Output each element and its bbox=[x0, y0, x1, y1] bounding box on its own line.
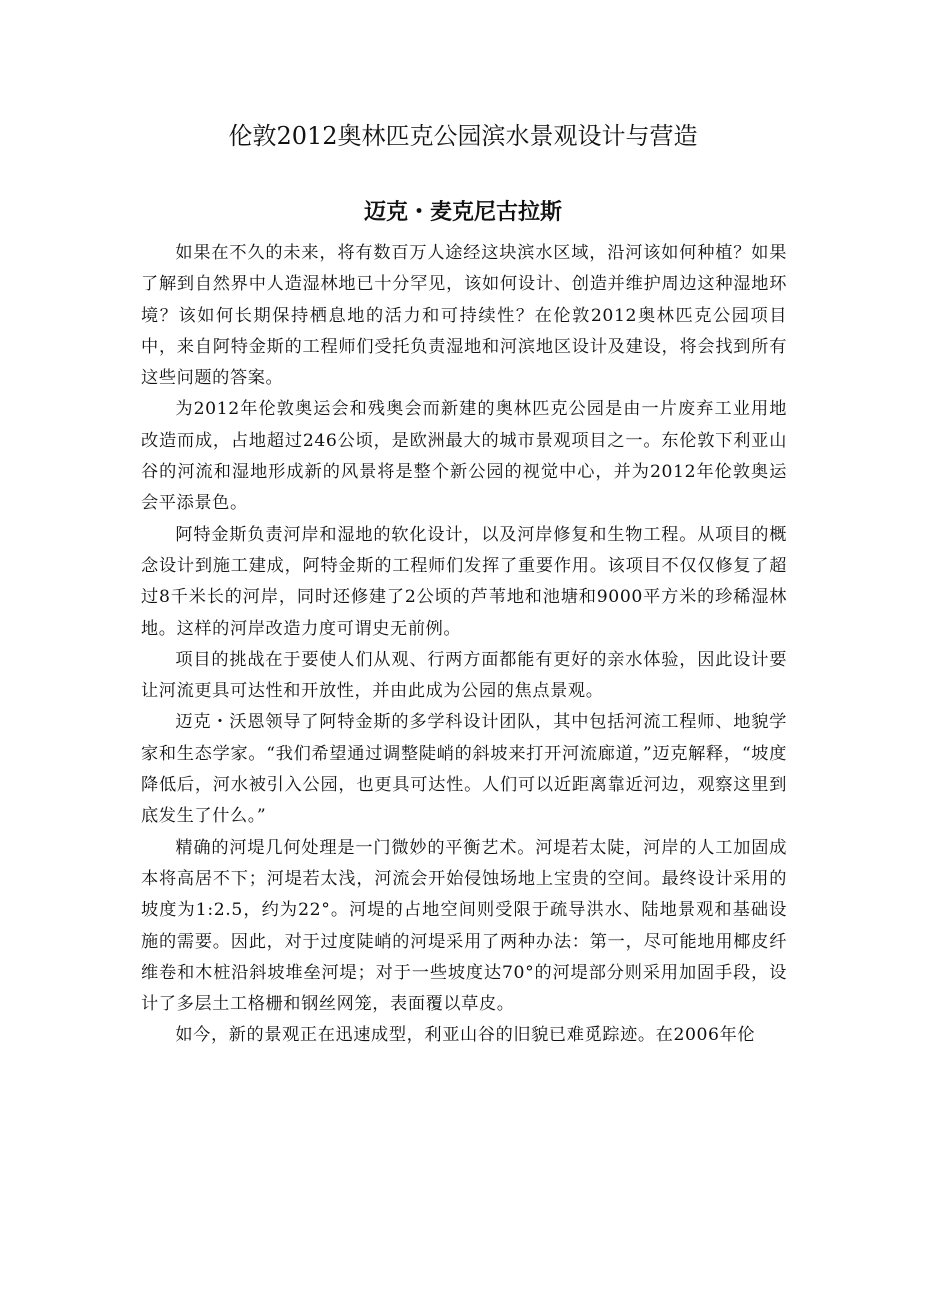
author-name: 迈克・麦克尼古拉斯 bbox=[363, 199, 562, 225]
paragraph-2: 为2012年伦敦奥运会和残奥会而新建的奥林匹克公园是由一片废弃工业用地改造而成，占地超过246公顷，是欧洲最大的城市景观项目之一。东伦敦下利亚山谷的河流和湿地形成新的风景将是整个新公园的视觉中心，并为2012年伦敦奥运会平添景色。 bbox=[141, 399, 787, 514]
paragraph-3: 阿特金斯负责河岸和湿地的软化设计，以及河岸修复和生物工程。从项目的概念设计到施工建成，阿特金斯的工程师们发挥了重要作用。该项目不仅仅修复了超过8千米长的河岸，同时还修建了2公顷的芦苇地和池塘和9000平方米的珍稀湿林地。这样的河岸改造力度可谓史无前例。 bbox=[141, 524, 787, 639]
article-body bbox=[141, 238, 787, 1052]
paragraph-6: 精确的河堤几何处理是一门微妙的平衡艺术。河堤若太陡，河岸的人工加固成本将高居不下；河堤若太浅，河流会开始侵蚀场地上宝贵的空间。最终设计采用的坡度为1:2.5，约为22°。河堤的占地空间则受限于疏导洪水、陆地景观和基础设施的需要。因此，对于过度陡峭的河堤采用了两种办法：第一，尽可能地用椰皮纤维卷和木桩沿斜坡堆垒河堤；对于一些坡度达70°的河堤部分则采用加固手段，设计了多层土工格栅和钢丝网笼，表面覆以草皮。 bbox=[141, 837, 787, 1015]
paragraph-7: 如今，新的景观正在迅速成型，利亚山谷的旧貌已难觅踪迹。在2006年伦 bbox=[175, 1025, 756, 1046]
document-title: 伦敦2012奥林匹克公园滨水景观设计与营造 bbox=[228, 122, 698, 150]
paragraph-5: 迈克・沃恩领导了阿特金斯的多学科设计团队，其中包括河流工程师、地貌学家和生态学家。“我们希望通过调整陡峭的斜坡来打开河流廊道，”迈克解释，“坡度降低后，河水被引入公园，也更具可达性。人们可以近距离靠近河边，观察这里到底发生了什么。” bbox=[141, 712, 787, 827]
paragraph-4: 项目的挑战在于要使人们从观、行两方面都能有更好的亲水体验，因此设计要让河流更具可达性和开放性，并由此成为公园的焦点景观。 bbox=[141, 649, 787, 702]
paragraph-1: 如果在不久的未来，将有数百万人途经这块滨水区域，沿河该如何种植？如果了解到自然界中人造湿林地已十分罕见，该如何设计、创造并维护周边这种湿地环境？该如何长期保持栖息地的活力和可持续性？在伦敦2012奥林匹克公园项目中，来自阿特金斯的工程师们受托负责湿地和河滨地区设计及建设，将会找到所有这些问题的答案。 bbox=[141, 243, 787, 389]
